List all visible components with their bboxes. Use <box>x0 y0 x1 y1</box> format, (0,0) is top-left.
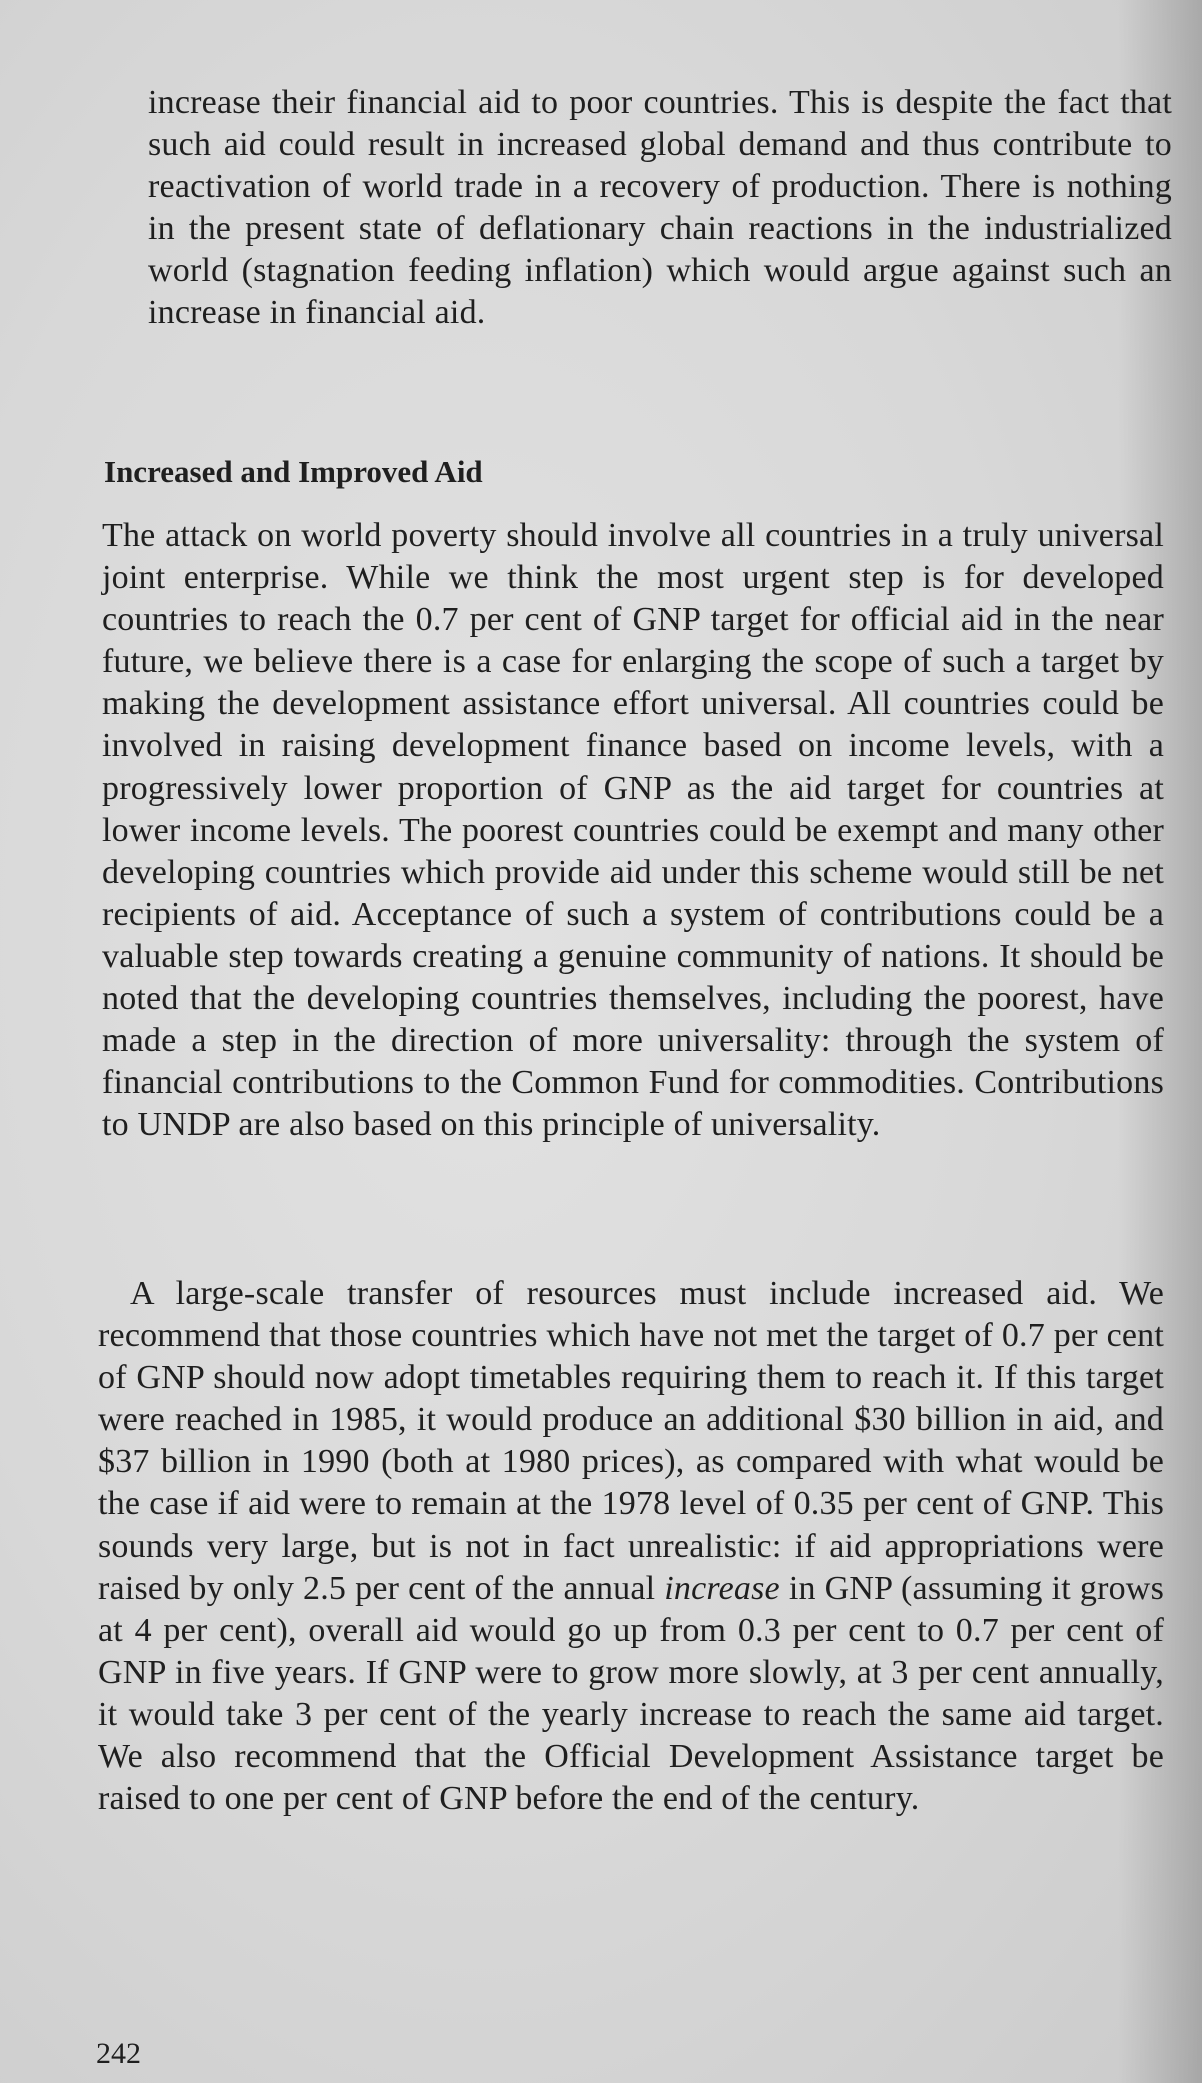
continued-paragraph: increase their financial aid to poor countries. This is despite the fact that such aid could result in increased global demand and thus contribute to reactivation of world trade in a recovery of production. There is nothing in the present state of deflationary chain reactions in the industrialized world (stagnation feeding inflation) which would argue against such an increase in financial aid. <box>148 84 1172 332</box>
emphasis-increase: increase <box>664 1569 780 1607</box>
section-heading: Increased and Improved Aid <box>104 454 483 489</box>
paragraph-text-part: A large-scale transfer of resources must include increased aid. We recommend that those countries which have not met the target of 0.7 per cent of GNP should now adopt timetables requiring them to reach it. If this target were reached in 1985, it would produce an additional $30 billion in aid, and $37 billion in 1990 (both at 1980 prices), as compared with what would be the case if aid were to remain at the 1978 level of 0.35 per cent of GNP. This sounds very large, but is not in fact unrealistic: if aid appropriations were raised by only 2.5 per cent of the annual <box>98 1275 1164 1607</box>
paragraph-text-part: in GNP (assuming it grows at 4 per cent), overall aid would go up from 0.3 per cent to 0.7 per cent of GNP in five years. If GNP were to grow more slowly, at 3 per cent annually, it would take 3 per cent of the yearly increase to reach the same aid target. We also recommend that the Official Development Assistance target be raised to one per cent of GNP before the end of the century. <box>98 1569 1164 1818</box>
body-paragraph-universal-aid: The attack on world poverty should involve all countries in a truly universal joint enterprise. While we think the most urgent step is for developed countries to reach the 0.7 per cent of GNP target for official aid in the near future, we believe there is a case for enlarging the scope of such a target by making the development assistance effort universal. All countries could be involved in raising development finance based on income levels, with a progressively lower proportion of GNP as the aid target for countries at lower income levels. The poorest countries could be exempt and many other developing countries which provide aid under this scheme would still be net recipients of aid. Acceptance of such a system of contributions could be a valuable step towards creating a genuine community of nations. It should be noted that the developing countries themselves, including the poorest, have made a step in the direction of more universality: through the system of financial contributions to the Common Fund for commodities. Contributions to UNDP are also based on this principle of universality. <box>102 517 1164 1144</box>
body-paragraph-resource-transfer <box>98 1273 1164 1820</box>
page-number: 242 <box>96 2037 141 2070</box>
